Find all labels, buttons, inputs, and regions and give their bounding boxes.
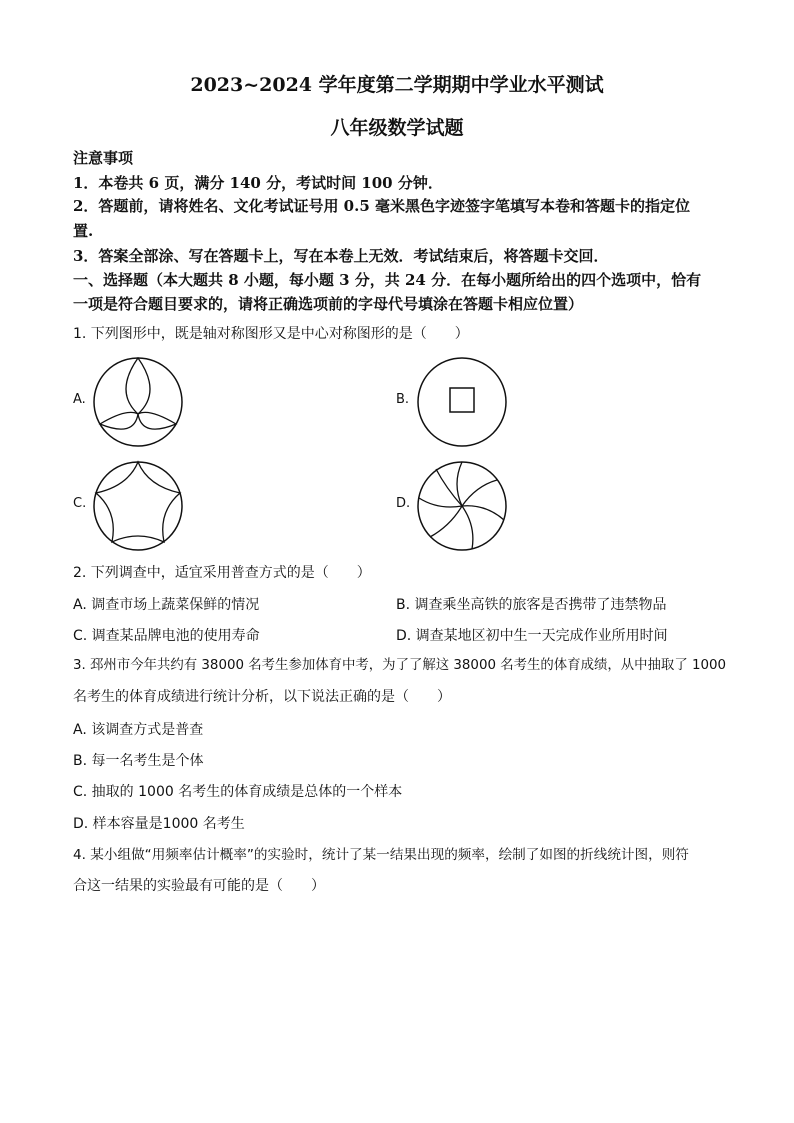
notice-item-2: 2．答题前，请将姓名、文化考试证号用 0.5 毫米黑色字迹签字笔填写本卷和答题卡的指定位 [73, 197, 690, 215]
question-3-stem: 3. 邳州市今年共约有 38000 名考生参加体育中考，为了了解这 38000 名考生的体育成绩，从中抽取了 1000 [73, 658, 727, 673]
notice-heading: 注意事项 [73, 149, 134, 167]
exam-subtitle: 八年级数学试题 [330, 117, 464, 139]
q1-option-c-label: C. [73, 496, 87, 511]
pinwheel-circle-icon [416, 460, 508, 552]
q3-option-b: B. 每一名考生是个体 [73, 753, 204, 769]
question-1-stem: 1. 下列图形中，既是轴对称图形又是中心对称图形的是（ ） [73, 326, 469, 342]
notice-item-1: 1．本卷共 6 页，满分 140 分，考试时间 100 分钟． [73, 174, 443, 192]
q1-option-b-label: B. [396, 392, 410, 407]
q2-option-a: A. 调查市场上蔬菜保鲜的情况 [73, 597, 260, 613]
q1-option-d-label: D. [396, 496, 411, 511]
three-arc-circle-icon [92, 356, 184, 448]
question-4-stem: 4. 某小组做“用频率估计概率”的实验时，统计了某一结果出现的频率，绘制了如图的折线统计图，则符 [73, 847, 689, 863]
q1-option-a-label: A. [73, 392, 86, 407]
section-1-heading-cont: 一项是符合题目要求的，请将正确选项前的字母代号填涂在答题卡相应位置） [73, 295, 584, 313]
notice-item-3: 3．答案全部涂、写在答题卡上，写在本卷上无效．考试结束后，将答题卡交回． [73, 247, 609, 265]
notice-item-2-cont: 置. [73, 222, 94, 240]
q2-option-b: B. 调查乘坐高铁的旅客是否携带了违禁物品 [396, 597, 667, 613]
question-3-stem-cont: 名考生的体育成绩进行统计分析，以下说法正确的是（ ） [73, 689, 451, 705]
q2-option-d: D. 调查某地区初中生一天完成作业所用时间 [396, 628, 668, 644]
q3-option-c: C. 抽取的 1000 名考生的体育成绩是总体的一个样本 [73, 784, 403, 800]
q2-option-c: C. 调查某品牌电池的使用寿命 [73, 628, 260, 644]
curved-pentagon-circle-icon [92, 460, 184, 552]
question-2-stem: 2. 下列调查中，适宜采用普查方式的是（ ） [73, 565, 371, 581]
q3-option-d: D. 样本容量是1000 名考生 [73, 816, 245, 832]
square-in-circle-icon [416, 356, 508, 448]
section-1-heading: 一、选择题（本大题共 8 小题，每小题 3 分，共 24 分．在每小题所给出的四个选项中，恰有 [73, 271, 702, 289]
q3-option-a: A. 该调查方式是普查 [73, 722, 204, 738]
exam-title: 2023~2024 学年度第二学期期中学业水平测试 [190, 74, 604, 96]
question-4-stem-cont: 合这一结果的实验最有可能的是（ ） [73, 878, 325, 894]
